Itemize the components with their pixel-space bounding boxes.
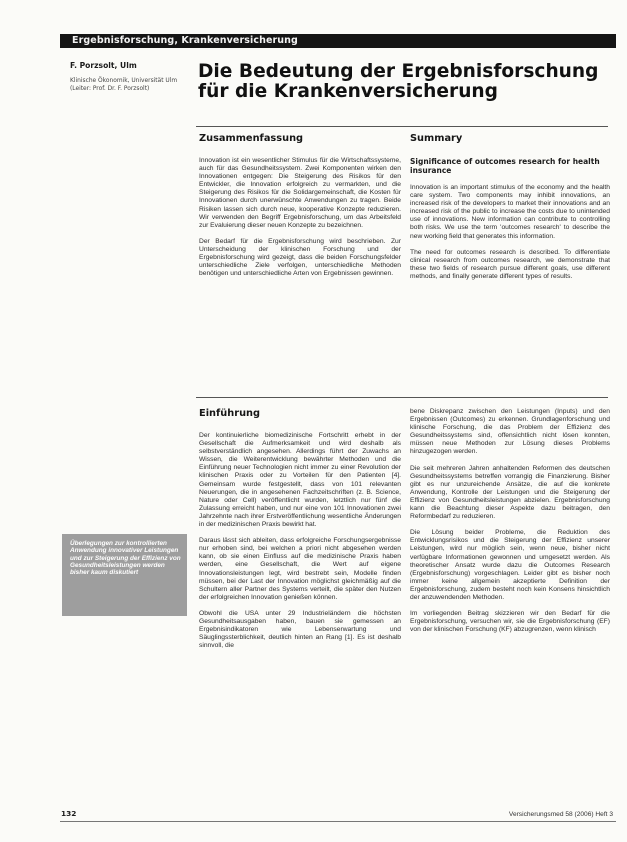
sidebar-pull-quote: [62, 534, 187, 616]
sidebar-pull-quote-text: Überlegungen zur kontrollierten Anwendung innovativer Leistungen und zur Steigerung der Effizienz von Gesundheitsleistungen werden bisher kaum diskutiert: [70, 540, 181, 577]
zusammenfassung-paragraph: Der Bedarf für die Ergebnisforschung wird beschrieben. Zur Unterscheidung der klinischen Forschung und der Ergebnisforschung wird gezeigt, dass die beiden Forschungsfelder unterschiedliche Ziele verfolgen, unterschiedliche Methoden benötigen und unterschiedliche Arten von Ergebnissen gewinnen.: [199, 237, 401, 278]
summary-subheading: Significance of outcomes research for health insurance: [410, 157, 600, 175]
einfuehrung-paragraph: Die Lösung beider Probleme, die Reduktion des Entwicklungsrisikos und die Steigerung der Effizienz unserer Leistungen, wird nur möglich sein, wenn neue, bisher nicht verfügbare Informationen gewonnen und umgesetzt werden. Als theoretischer Ansatz wurde dazu die Outcomes Research (Ergebnisforschung) vorgeschlagen. Leider gibt es bisher noch immer keine allgemein akzeptierte Definition der Ergebnisforschung, zudem besteht noch kein Konsens hinsichtlich der anzuwendenden Methoden.: [410, 529, 610, 601]
journal-citation: Versicherungsmed 58 (2006) Heft 3: [508, 811, 613, 818]
zusammenfassung-paragraph: Innovation ist ein wesentlicher Stimulus für die Wirtschaftssysteme, auch für das Gesundheitssystem. Zwei Komponenten wirken den Innovationen entgegen: Die Steigerung des Risikos für den Entwickler, die Innovation erfolgreich zu vermarkten, und die Steigerung des Risikos für die Solidargemeinschaft, die Kosten für Innovationen durch unerwünschte Anwendungen zu tragen. Beide Risiken lassen sich durch neue, kooperative Konzepte reduzieren. Wir verwenden den Begriff Ergebnisforschung, um das Arbeitsfeld zur Evaluierung dieser neuen Konzepte zu bezeichnen.: [199, 157, 401, 229]
summary-paragraph: Innovation is an important stimulus of the economy and the health care system. Two components may inhibit innovations, an increased risk of the developers to market their innovations and an increased risk of the public to increase the costs due to unintended use of innovations. New information can contribute to controlling both risks. We use the term 'outcomes research' to describe the new working field that generates this information.: [410, 184, 610, 240]
section-header-bar: [60, 34, 616, 48]
einfuehrung-paragraph: Obwohl die USA unter 29 Industrieländern die höchsten Gesundheitsausgaben haben, bauen sie gemessen an Ergebnisindikatoren wie Lebenserwartung und Säuglingssterblichkeit, deutlich hinten an Rang [1]. Es ist deshalb sinnvoll, die: [199, 609, 401, 650]
article-title-line1: Die Bedeutung der Ergebnisforschung: [198, 61, 599, 82]
einfuehrung-left-column: [199, 432, 401, 658]
article-title: [198, 62, 608, 101]
summary-body: [410, 184, 610, 289]
author-affiliation: Klinische Ökonomik, Universität Ulm (Leiter: Prof. Dr. F. Porzsolt): [70, 78, 178, 92]
abstract-bottom-rule: [196, 397, 608, 398]
zusammenfassung-heading: Zusammenfassung: [199, 133, 304, 144]
article-title-line2: für die Krankenversicherung: [198, 80, 498, 102]
einfuehrung-right-column: [410, 408, 610, 642]
zusammenfassung-body: [199, 157, 401, 286]
author-name: F. Porzsolt, Ulm: [70, 61, 137, 70]
einfuehrung-paragraph: Daraus lässt sich ableiten, dass erfolgreiche Forschungsergebnisse nur erhoben sind, bei welchen a priori nicht abgesehen werden kann, ob sie einen Einfluss auf die medizinische Praxis haben werden, eine Gesellschaft, die Wert auf eigene Innovationsleistungen legt, wird bestrebt sein, Modelle finden müssen, bei der Last der Innovation möglichst gleichmäßig auf die Schultern aller Partner des Systems verteilt, die später den Nutzen der erfolgreichen Innovation genießen können.: [199, 537, 401, 601]
summary-paragraph: The need for outcomes research is described. To differentiate clinical research from outcomes research, we demonstrate that these two fields of research pursue different goals, use different methods, and finally generate different types of results.: [410, 248, 610, 280]
page-number: 132: [61, 809, 77, 818]
einfuehrung-paragraph: bene Diskrepanz zwischen den Leistungen (Inputs) und den Ergebnissen (Outcomes) zu erkennen. Grundlagenforschung und klinische Forschung, die das Problem der Effizienz des Gesundheitssystems sind, offensichtlich nicht lösen konnten, müssen neue Methoden zur Lösung dieses Problems hinzugezogen werden.: [410, 408, 610, 456]
abstract-top-rule: [196, 126, 608, 127]
einfuehrung-heading: Einführung: [199, 408, 261, 419]
einfuehrung-paragraph: Die seit mehreren Jahren anhaltenden Reformen des deutschen Gesundheitssystems betreffen vorrangig die Finanzierung. Bisher gibt es nur unzureichende Ansätze, die auf die konkrete Anwendung, Kontrolle der Leistungen und die Steigerung der Effizienz von Gesundheitsleistungen abzielen. Ergebnisforschung kann die Beachtung dieser Aspekte dazu beitragen, den Reformbedarf zu reduzieren.: [410, 464, 610, 521]
section-label: Ergebnisforschung, Krankenversicherung: [72, 35, 298, 46]
summary-heading: Summary: [410, 133, 463, 144]
footer-rule: [60, 821, 616, 822]
einfuehrung-paragraph: Der kontinuierliche biomedizinische Fortschritt erhebt in der Gesellschaft die Aufmerksamkeit und wird deshalb als selbstverständlich angesehen. Allerdings führt der Zuwachs an Wissen, die Weiterentwicklung bewährter Methoden und die Einführung neuer Technologien nicht immer zu einer Revolution der klinischen Praxis oder zu Vorteilen für den Patienten [4]. Gemeinsam wurde festgestellt, dass von 101 relevanten Neuerungen, die in angesehenen Fachzeitschriften (z. B. Science, Nature oder Cell) veröffentlicht wurden, letztlich nur fünf die Zulassung erreicht haben, und nur eine von 101 Innovationen zwei Jahrzehnte nach ihrer Erstveröffentlichung wesentliche Änderungen in der medizinischen Praxis bewirkt hat.: [199, 432, 401, 529]
einfuehrung-paragraph: Im vorliegenden Beitrag skizzieren wir den Bedarf für die Ergebnisforschung, versuchen wir, sie die Ergebnisforschung (EF) von der klinischen Forschung (KF) abzugrenzen, wenn klinisch: [410, 610, 610, 634]
